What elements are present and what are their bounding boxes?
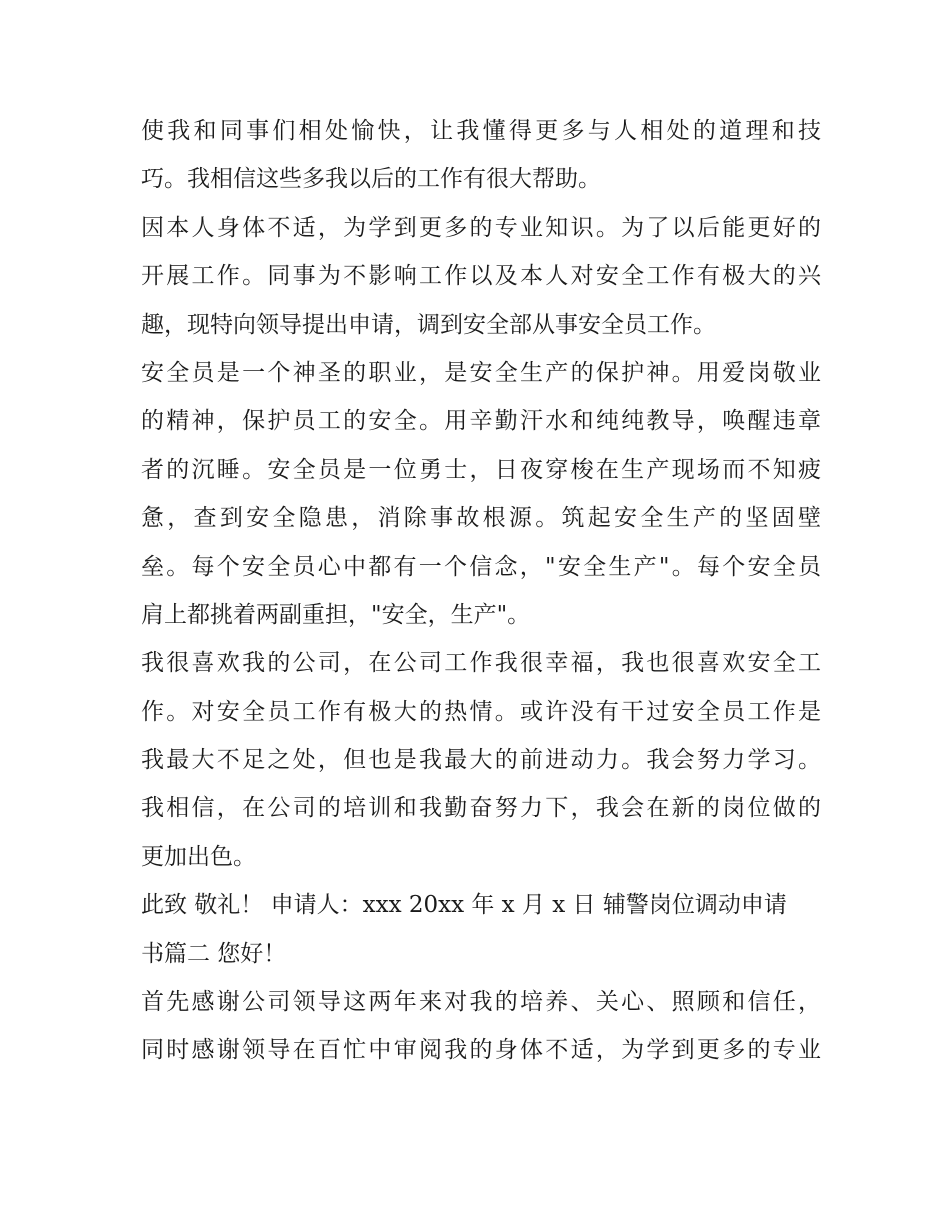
text-line: 开展工作。同事为不影响工作以及本人对安全工作有极大的兴 [141, 263, 821, 290]
text-line: 我最大不足之处，但也是我最大的前进动力。我会努力学习。 [141, 747, 821, 774]
text-line: 因本人身体不适，为学到更多的专业知识。为了以后能更好的 [141, 214, 821, 241]
text-line: 安全员是一个神圣的职业，是安全生产的保护神。用爱岗敬业 [141, 359, 821, 386]
text-line: 的精神，保护员工的安全。用辛勤汗水和纯纯教导，唤醒违章 [141, 408, 821, 435]
text-line: 者的沉睡。安全员是一位勇士，日夜穿梭在生产现场而不知疲 [141, 456, 821, 483]
text-line: 我很喜欢我的公司，在公司工作我很幸福，我也很喜欢安全工 [141, 650, 821, 677]
text-line: 此致 敬礼！ 申请人：xxx 20xx 年 x 月 x 日 辅警岗位调动申请 [141, 892, 787, 919]
text-line: 更加出色。 [141, 843, 256, 870]
text-line: 垒。每个安全员心中都有一个信念，"安全生产"。每个安全员 [141, 553, 821, 580]
text-line: 趣，现特向领导提出申请，调到安全部从事安全员工作。 [141, 311, 716, 338]
text-line: 惫，查到安全隐患，消除事故根源。筑起安全生产的坚固壁 [141, 505, 821, 532]
text-line: 首先感谢公司领导这两年来对我的培养、关心、照顾和信任， [141, 989, 821, 1016]
text-line: 使我和同事们相处愉快，让我懂得更多与人相处的道理和技 [141, 118, 821, 144]
text-line: 我相信，在公司的培训和我勤奋努力下，我会在新的岗位做的 [141, 795, 821, 822]
text-line: 书篇二 您好！ [141, 940, 287, 967]
text-line: 肩上都挑着两副重担，"安全，生产"。 [141, 601, 531, 628]
document-body [141, 107, 821, 1075]
text-line: 同时感谢领导在百忙中审阅我的身体不适，为学到更多的专业 [141, 1037, 821, 1064]
text-line: 巧。我相信这些多我以后的工作有很大帮助。 [141, 166, 601, 193]
text-line: 作。对安全员工作有极大的热情。或许没有干过安全员工作是 [141, 698, 821, 725]
